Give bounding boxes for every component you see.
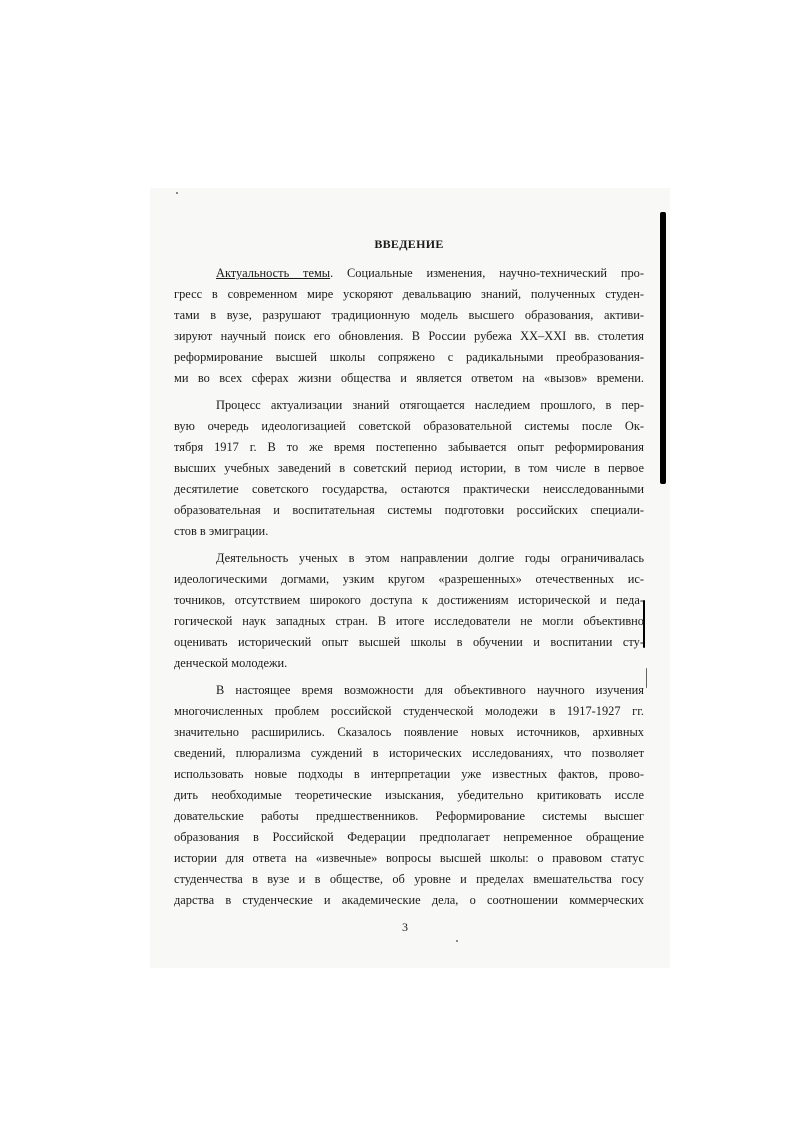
text-line: тами в вузе, разрушают традиционную модель высшего образования, активи- bbox=[174, 308, 644, 322]
paragraph bbox=[174, 548, 644, 674]
text-line: довательские работы предшественников. Реформирование системы высшег bbox=[174, 809, 644, 823]
text-line: десятилетие советского государства, остаются практически неисследованными bbox=[174, 482, 644, 496]
underlined-term: Актуальность темы bbox=[216, 266, 331, 280]
text-line: студенчества в вузе и в обществе, об уровне и пределах вмешательства госу bbox=[174, 872, 644, 886]
scan-speck bbox=[176, 192, 178, 194]
text-line: гогической наук западных стран. В итоге исследователи не могли объективно bbox=[174, 614, 644, 628]
text-line: высших учебных заведений в советский период истории, в том числе в первое bbox=[174, 461, 644, 475]
text-line: тября 1917 г. В то же время постепенно забывается опыт реформирования bbox=[174, 440, 644, 454]
text-line: реформирование высшей школы сопряжено с радикальными преобразования- bbox=[174, 350, 644, 364]
text-line: образования в Российской Федерации предполагает непременное обращение bbox=[174, 830, 644, 844]
scan-edge-mark bbox=[646, 668, 647, 688]
scan-speck bbox=[456, 940, 458, 942]
text-line: Деятельность ученых в этом направлении долгие годы ограничивалась bbox=[216, 551, 644, 565]
text-line: дить необходимые теоретические изыскания, убедительно критиковать иссле bbox=[174, 788, 644, 802]
text-line: дарства в студенческие и академические дела, о соотношении коммерческих bbox=[174, 893, 644, 907]
text-line: значительно расширились. Сказалось появление новых источников, архивных bbox=[174, 725, 644, 739]
text-line: зируют научный поиск его обновления. В России рубежа XX–XXI вв. столетия bbox=[174, 329, 644, 343]
page-number: 3 bbox=[402, 920, 408, 934]
text-line: использовать новые подходы в интерпретации уже известных фактов, прово- bbox=[174, 767, 644, 781]
text-line: Актуальность темы. Социальные изменения, научно-технический про- bbox=[216, 266, 644, 280]
text-line: идеологическими догмами, узким кругом «разрешенных» отечественных ис- bbox=[174, 572, 644, 586]
text-line: точников, отсутствием широкого доступа к достижениям исторической и педа- bbox=[174, 593, 644, 607]
text-line: истории для ответа на «извечные» вопросы высшей школы: о правовом статус bbox=[174, 851, 644, 865]
text-line: денческой молодежи. bbox=[174, 656, 288, 670]
document-body bbox=[174, 236, 644, 911]
text-line: образовательная и воспитательная системы подготовки российских специали- bbox=[174, 503, 644, 517]
scan-edge-mark bbox=[660, 212, 666, 484]
text-line: Процесс актуализации знаний отягощается наследием прошлого, в пер- bbox=[216, 398, 644, 412]
text-line: стов в эмиграции. bbox=[174, 524, 269, 538]
paragraph bbox=[174, 263, 644, 389]
text-line: гресс в современном мире ускоряют девальвацию знаний, полученных студен- bbox=[174, 287, 644, 301]
paragraph bbox=[174, 680, 644, 911]
text-line: вую очередь идеологизацией советской образовательной системы после Ок- bbox=[174, 419, 644, 433]
text-line: многочисленных проблем российской студенческой молодежи в 1917-1927 гг. bbox=[174, 704, 644, 718]
text-line: оценивать исторический опыт высшей школы в обучении и воспитании сту- bbox=[174, 635, 644, 649]
paragraph bbox=[174, 395, 644, 542]
section-heading: ВВЕДЕНИЕ bbox=[374, 237, 444, 251]
text-line: сведений, плюрализма суждений в исторических исследованиях, что позволяет bbox=[174, 746, 644, 760]
text-line: В настоящее время возможности для объективного научного изучения bbox=[216, 683, 644, 697]
text-line: ми во всех сферах жизни общества и является ответом на «вызов» времени. bbox=[174, 371, 644, 385]
